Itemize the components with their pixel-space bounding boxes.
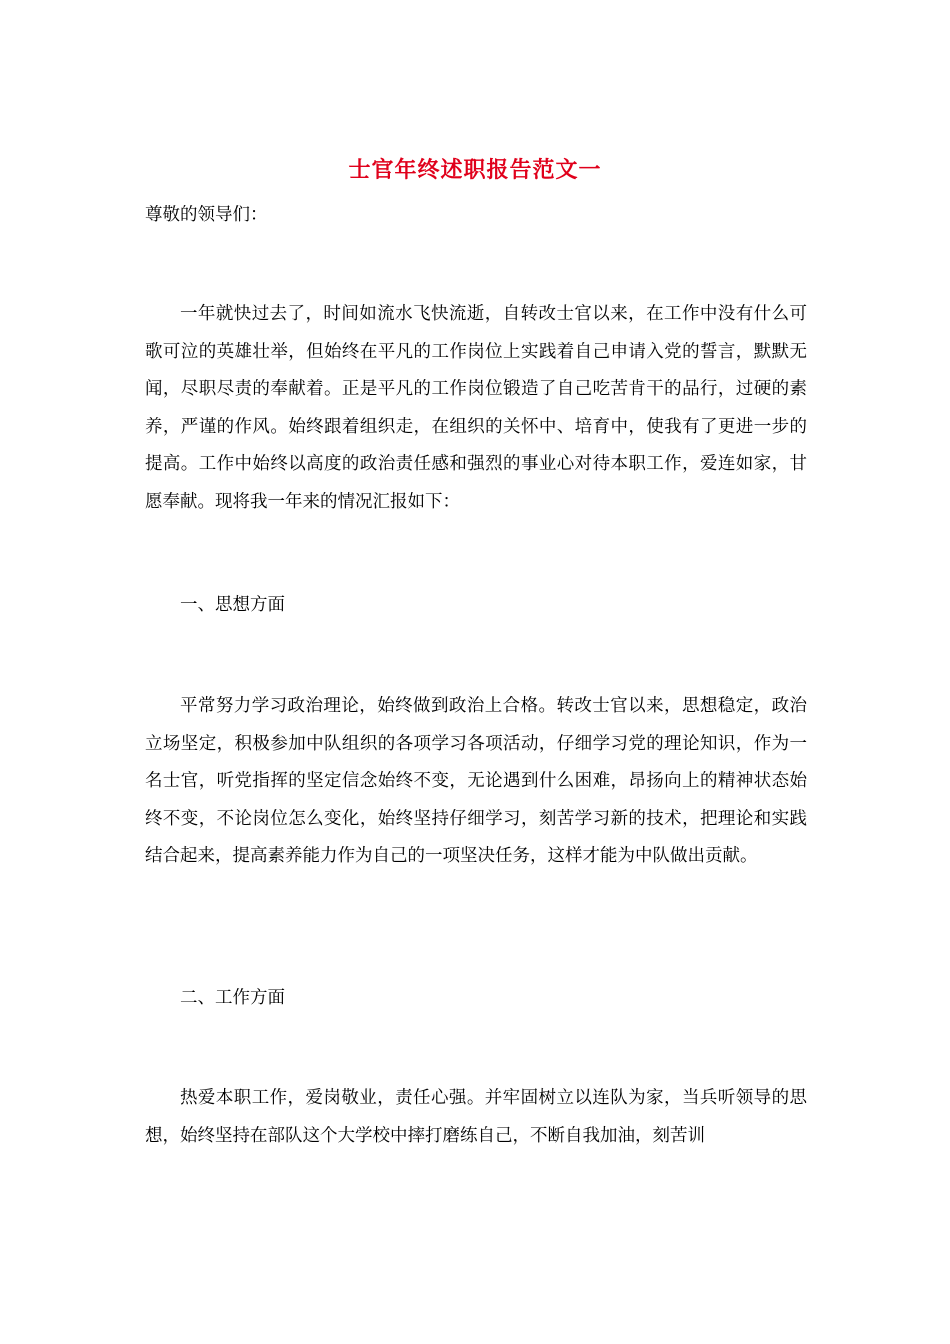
document-title: 士官年终述职报告范文一: [348, 157, 602, 183]
paragraph-intro: 一年就快过去了，时间如流水飞快流逝，自转改士官以来，在工作中没有什么可歌可泣的英雄壮举，但始终在平凡的工作岗位上实践着自己申请入党的誓言，默默无闻，尽职尽责的奉献着。正是平凡的工作岗位锻造了自己吃苦肯干的品行，过硬的素养，严谨的作风。始终跟着组织走，在组织的关怀中、培育中，使我有了更进一步的提高。工作中始终以高度的政治责任感和强烈的事业心对待本职工作，爱连如家，甘愿奉献。现将我一年来的情况汇报如下：: [145, 304, 807, 512]
section-heading-thought: 一、思想方面: [180, 595, 285, 615]
section-heading-work: 二、工作方面: [180, 988, 285, 1008]
paragraph-thought: 平常努力学习政治理论，始终做到政治上合格。转改士官以来，思想稳定，政治立场坚定，积极参加中队组织的各项学习各项活动，仔细学习党的理论知识，作为一名士官，听党指挥的坚定信念始终不变，无论遇到什么困难，昂扬向上的精神状态始终不变，不论岗位怎么变化，始终坚持仔细学习，刻苦学习新的技术，把理论和实践结合起来，提高素养能力作为自己的一项坚决任务，这样才能为中队做出贡献。: [145, 696, 807, 866]
salutation: 尊敬的领导们：: [145, 205, 268, 225]
paragraph-work: 热爱本职工作，爱岗敬业，责任心强。并牢固树立以连队为家，当兵听领导的思想，始终坚持在部队这个大学校中摔打磨练自己，不断自我加油，刻苦训: [145, 1088, 807, 1146]
